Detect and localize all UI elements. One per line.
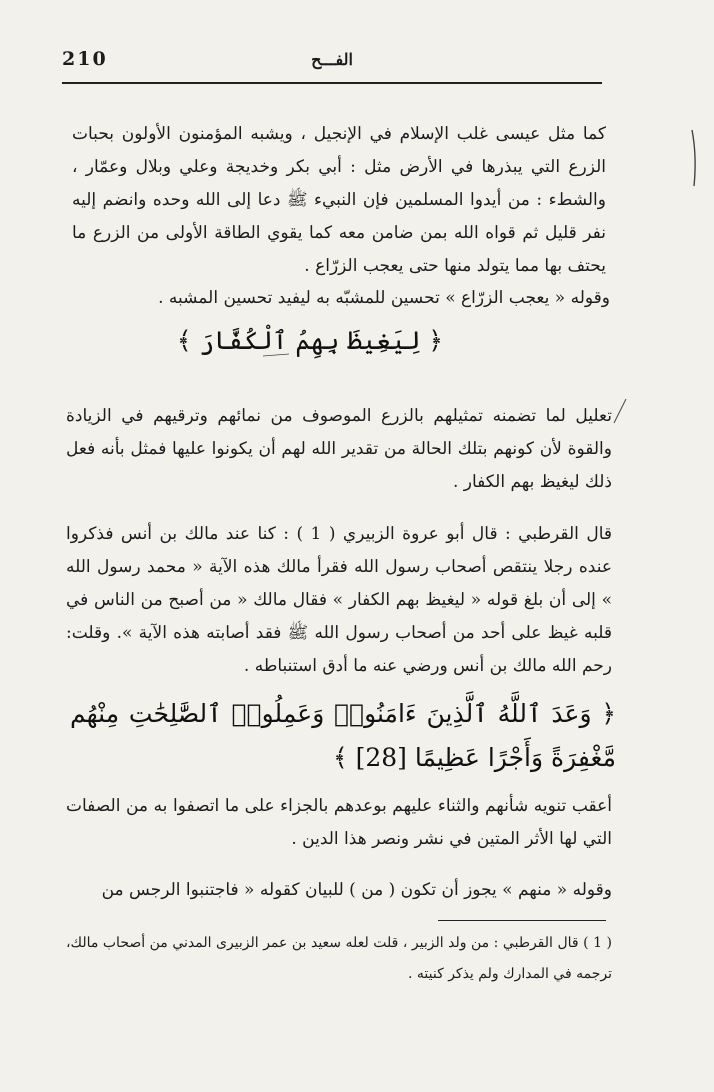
paragraph-3: تعليل لما تضمنه تمثيلهم بالزرع الموصوف من نمائهم وترقيهم في الزيادة والقوة لأن كونهم بتلك الحالة من تقدير الله لهم أن يكونوا عليها فمثل بأنه فعل ذلك ليغيظ بهم الكفار . [66,406,612,492]
running-title: الفـــح [311,50,353,69]
quran-verse-2: ﴿ وَعَدَ ٱللَّهُ ٱلَّذِينَ ءَامَنُوا۟ وَعَمِلُوا۟ ٱلصَّٰلِحَٰتِ مِنْهُم مَّغْفِرَةً وَأَجْرًا عَظِيمًا [28] ﴾ [70,699,616,772]
margin-scratch-mark-icon [262,352,290,358]
margin-slash-mark-icon [612,398,628,424]
margin-pen-mark-icon [688,128,702,188]
paragraph-1: كما مثل عيسى غلب الإسلام في الإنجيل ، ويشبه المؤمنون الأولون بحبات الزرع التي يبذرها في الأرض مثل : أبي بكر وخديجة وعلي وبلال وعمّار ، والشطء : من أيدوا المسلمين فإن النبيء ﷺ دعا إلى الله وحده وانضم إليه نفر قليل ثم قواه الله بمن ضامن معه كما يقوي الطاقة الأولى من الزرع ما يحتف بها مما يتولد منها حتى يعجب الزرّاع . [72,124,606,276]
quran-verse-1: ﴿ لِيَغِيظَ بِهِمُ ٱلْكُفَّارَ ﴾ [176,326,444,355]
paragraph-5: أعقب تنويه شأنهم والثناء عليهم بوعدهم بالجزاء على ما اتصفوا به من الصفات التي لها الأثر المتين في نشر ونصر هذا الدين . [66,796,612,849]
paragraph-4: قال القرطبي : قال أبو عروة الزبيري ( 1 ) : كنا عند مالك بن أنس فذكروا عنده رجلا ينتقص أصحاب رسول الله فقرأ مالك هذه الآية « محمد رسول الله » إلى أن بلغ قوله « ليغيظ بهم الكفار » فقال مالك « من أصبح من الناس في قلبه غيظ على أحد من أصحاب رسول الله ﷺ فقد أصابته هذه الآية ». وقلت: رحم الله مالك بن أنس ورضي عنه ما أدق استنباطه . [66,524,612,676]
footnote-divider [438,920,606,921]
paragraph-6: وقوله « منهم » يجوز أن تكون ( من ) للبيان كقوله « فاجتنبوا الرجس من [101,880,612,900]
paragraph-2: وقوله « يعجب الزرّاع » تحسين للمشبّه به ليفيد تحسين المشبه . [158,288,610,308]
page-number: 210 [62,48,108,70]
footnote: ( 1 ) قال القرطبي : من ولد الزبير ، قلت لعله سعيد بن عمر الزبيرى المدني من أصحاب مالك، ترجمه في المدارك ولم يذكر كنيته . [66,935,612,982]
page-header [62,46,602,84]
